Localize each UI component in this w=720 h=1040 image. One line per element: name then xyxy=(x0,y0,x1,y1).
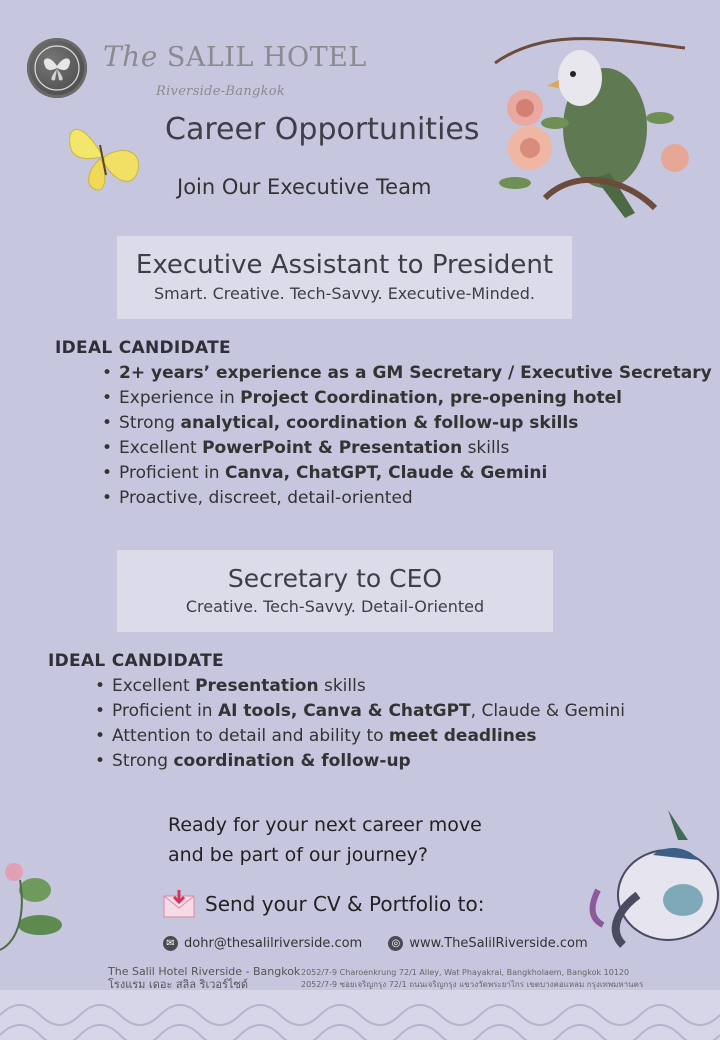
footer-address xyxy=(301,967,643,991)
butterfly-emblem-icon xyxy=(27,38,87,98)
wave-pattern-footer xyxy=(0,990,720,1040)
ideal-candidate-heading: IDEAL CANDIDATE xyxy=(55,338,231,358)
butterfly-illustration xyxy=(62,115,144,195)
envelope-icon xyxy=(163,890,195,918)
role-tagline: Creative. Tech-Savvy. Detail-Oriented xyxy=(185,597,485,616)
list-item: • Strong coordination & follow-up xyxy=(95,749,625,774)
role-tagline: Smart. Creative. Tech-Savvy. Executive-Minded. xyxy=(154,284,535,303)
hotel-logo-name: The SALIL HOTEL xyxy=(103,40,367,73)
contact-row xyxy=(163,936,588,951)
list-item: • Attention to detail and ability to meet deadlines xyxy=(95,724,625,749)
list-item: • Strong analytical, coordination & follow-up skills xyxy=(102,411,712,436)
page-subtitle: Join Our Executive Team xyxy=(177,175,432,199)
list-item: • Proficient in Canva, ChatGPT, Claude & Gemini xyxy=(102,461,712,486)
cta-line-2: and be part of our journey? xyxy=(168,844,428,866)
bird-floral-illustration xyxy=(485,8,695,223)
website-link[interactable]: www.TheSalilRiverside.com xyxy=(409,936,588,951)
footer-name-en: The Salil Hotel Riverside - Bangkok xyxy=(108,965,301,978)
hotel-logo-location: Riverside-Bangkok xyxy=(156,84,286,99)
list-item: • 2+ years’ experience as a GM Secretary / Executive Secretary xyxy=(102,361,712,386)
call-to-action-text xyxy=(168,810,482,870)
ideal-candidate-heading: IDEAL CANDIDATE xyxy=(48,651,224,671)
footer-hotel-name xyxy=(108,965,300,991)
page-title: Career Opportunities xyxy=(165,112,480,147)
elephant-illustration xyxy=(578,800,720,970)
role-box-executive-assistant xyxy=(117,236,572,319)
list-item: • Excellent PowerPoint & Presentation skills xyxy=(102,436,712,461)
requirements-list-secretary-ceo xyxy=(95,674,625,774)
footer-address-en: 2052/7-9 Charoenkrung 72/1 Alley, Wat Phayakrai, Bangkholaem, Bangkok 10120 xyxy=(301,968,630,977)
cta-line-1: Ready for your next career move xyxy=(168,814,482,836)
list-item: • Proactive, discreet, detail-oriented xyxy=(102,486,712,511)
globe-icon: ◎ xyxy=(388,936,403,951)
requirements-list-executive-assistant xyxy=(102,361,712,511)
role-title: Secretary to CEO xyxy=(227,564,443,593)
role-title: Executive Assistant to President xyxy=(135,250,554,280)
lotus-illustration xyxy=(0,850,70,960)
list-item: • Excellent Presentation skills xyxy=(95,674,625,699)
send-cv-row xyxy=(163,890,484,918)
footer-address-th: 2052/7-9 ซอยเจริญกรุง 72/1 ถนนเจริญกรุง แขวงวัดพระยาไกร เขตบางคอแหลม กรุงเทพมหานคร xyxy=(301,980,644,989)
role-box-secretary-ceo xyxy=(117,550,553,632)
list-item: • Proficient in AI tools, Canva & ChatGPT, Claude & Gemini xyxy=(95,699,625,724)
footer-name-th: โรงแรม เดอะ สลิล ริเวอร์ไซด์ xyxy=(108,978,249,991)
logo-emblem xyxy=(27,38,87,98)
email-link[interactable]: dohr@thesalilriverside.com xyxy=(184,936,363,951)
send-cv-text: Send your CV & Portfolio to: xyxy=(205,892,485,916)
email-icon: ✉ xyxy=(163,936,178,951)
list-item: • Experience in Project Coordination, pre-opening hotel xyxy=(102,386,712,411)
